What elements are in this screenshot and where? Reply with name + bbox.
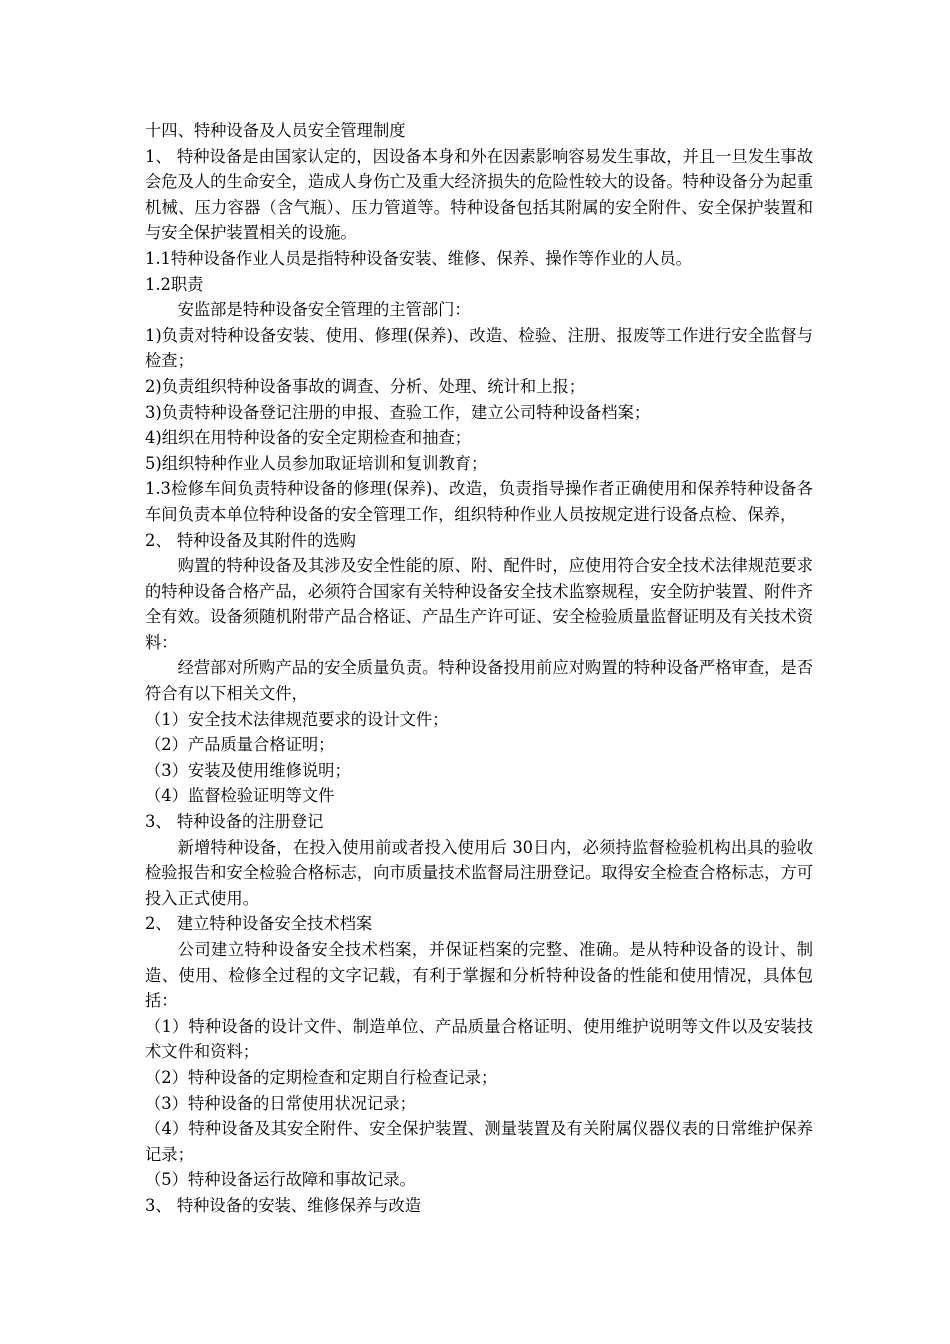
document-page: [145, 118, 813, 1219]
list-item: （3）安装及使用维修说明；: [145, 760, 351, 780]
section-heading: 3、 特种设备的安装、维修保养与改造: [145, 1195, 422, 1215]
list-item: 3)负责特种设备登记注册的申报、查验工作，建立公司特种设备档案；: [145, 402, 651, 422]
paragraph: 购置的特种设备及其涉及安全性能的原、附、配件时，应使用符合安全技术法律规范要求的特种设备合格产品，必须符合国家有关特种设备安全技术监察规程，安全防护装置、附件齐全有效。设备须随机附带产品合格证、产品生产许可证、安全检验质量监督证明及有关技术资料：: [145, 556, 813, 652]
list-item: （5）特种设备运行故障和事故记录。: [145, 1170, 416, 1190]
list-item: （2）特种设备的定期检查和定期自行检查记录；: [145, 1067, 498, 1087]
paragraph: 1.3检修车间负责特种设备的修理(保养)、改造，负责指导操作者正确使用和保养特种设备各车间负责本单位特种设备的安全管理工作，组织特种作业人员按规定进行设备点检、保养，: [145, 479, 813, 524]
list-item: （4）特种设备及其安全附件、安全保护装置、测量装置及有关附属仪器仪表的日常维护保养记录；: [145, 1119, 813, 1164]
paragraph: 安监部是特种设备安全管理的主管部门：: [177, 300, 471, 320]
list-item: （3）特种设备的日常使用状况记录；: [145, 1093, 416, 1113]
list-item: （1）特种设备的设计文件、制造单位、产品质量合格证明、使用维护说明等文件以及安装技术文件和资料；: [145, 1016, 813, 1062]
paragraph: 1.1特种设备作业人员是指特种设备安装、维修、保养、操作等作业的人员。: [145, 248, 692, 268]
paragraph: 公司建立特种设备安全技术档案，并保证档案的完整、准确。是从特种设备的设计、制造、使用、检修全过程的文字记载，有利于掌握和分析特种设备的性能和使用情况，具体包括：: [145, 940, 813, 1011]
paragraph: 1、 特种设备是由国家认定的，因设备本身和外在因素影响容易发生事故，并且一旦发生事故会危及人的生命安全，造成人身伤亡及重大经济损失的危险性较大的设备。特种设备分为起重机械、压力容器（含气瓶）、压力管道等。特种设备包括其附属的安全附件、安全保护装置和与安全保护装置相关的设施。: [145, 146, 813, 243]
list-item: （4）监督检验证明等文件: [145, 786, 335, 806]
section-heading: 2、 建立特种设备安全技术档案: [145, 914, 373, 934]
section-heading: 1.2职责: [145, 274, 204, 294]
paragraph: 经营部对所购产品的安全质量负责。特种设备投用前应对购置的特种设备严格审查，是否符合有以下相关文件，: [145, 658, 813, 704]
document-title: 十四、特种设备及人员安全管理制度: [145, 121, 406, 140]
section-heading: 3、 特种设备的注册登记: [145, 812, 324, 832]
section-heading: 2、 特种设备及其附件的选购: [145, 530, 356, 550]
list-item: 5)组织特种作业人员参加取证培训和复训教育；: [145, 453, 488, 473]
list-item: 4)组织在用特种设备的安全定期检查和抽查；: [145, 428, 472, 448]
list-item: 1)负责对特种设备安装、使用、修理(保养)、改造、检验、注册、报废等工作进行安全监督与检查；: [145, 325, 813, 371]
list-item: （1）安全技术法律规范要求的设计文件；: [145, 709, 449, 729]
paragraph: 新增特种设备，在投入使用前或者投入使用后 30日内，必须持监督检验机构出具的验收检验报告和安全检验合格标志，向市质量技术监督局注册登记。取得安全检查合格标志，方可投入正式使用。: [145, 837, 813, 908]
list-item: 2)负责组织特种设备事故的调查、分析、处理、统计和上报；: [145, 376, 586, 396]
list-item: （2）产品质量合格证明；: [145, 735, 335, 755]
